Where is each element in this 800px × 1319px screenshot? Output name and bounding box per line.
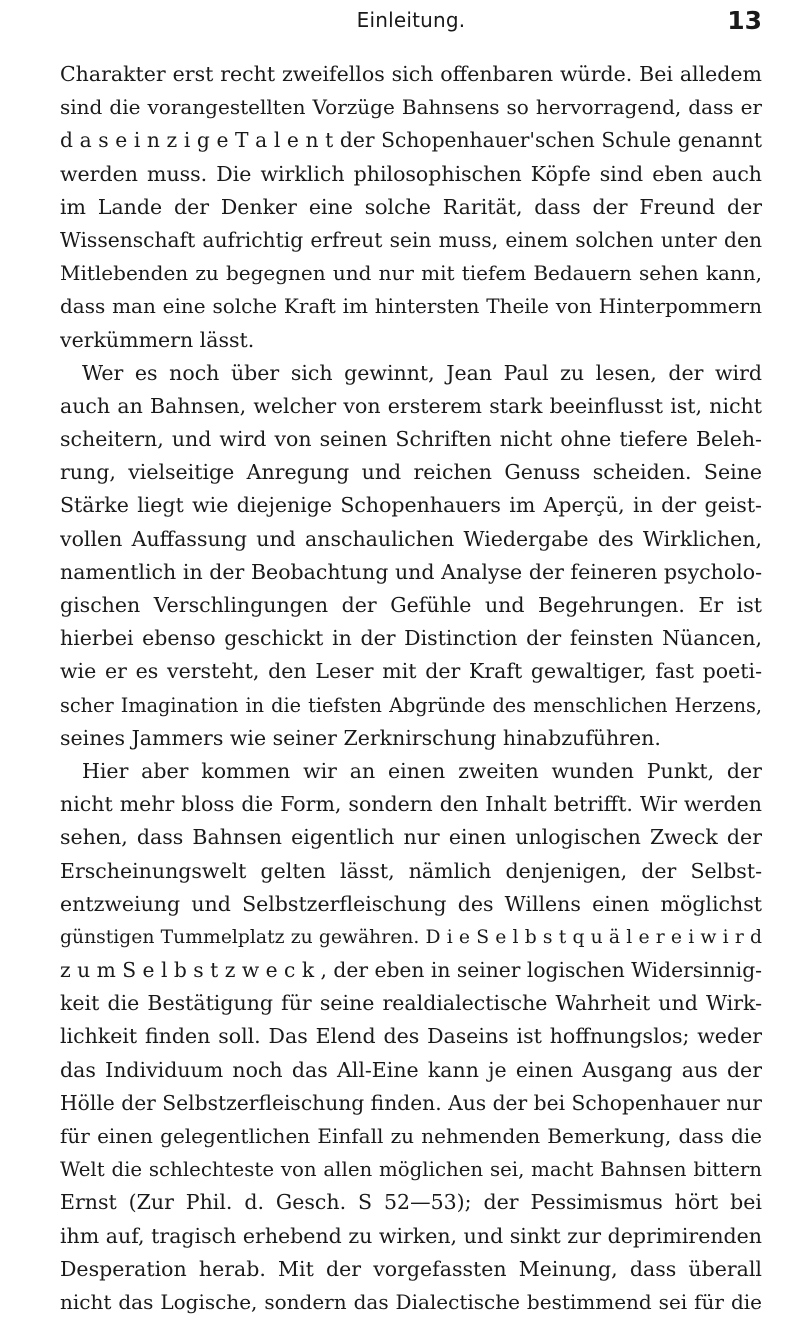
text-line: günstigen Tummelplatz zu gewähren. D i e S e l b s t q u ä l e r e i w i r d bbox=[60, 926, 762, 948]
text-line: nicht das Logische, sondern das Dialectische bestimmend sei für die bbox=[60, 1289, 762, 1314]
text-line: namentlich in der Beobachtung und Analyse der feineren psycholo- bbox=[60, 559, 762, 584]
text-line: Welt die schlechteste von allen möglichen sei, macht Bahnsen bittern bbox=[60, 1158, 762, 1182]
text-line: hierbei ebenso geschickt in der Distinction der feinsten Nüancen, bbox=[60, 626, 762, 651]
text-line: Ernst (Zur Phil. d. Gesch. S 52—53); der Pessimismus hört bei bbox=[60, 1190, 762, 1215]
text-line: vollen Auffassung und anschaulichen Wiedergabe des Wirklichen, bbox=[60, 526, 762, 551]
text-line: seines Jammers wie seiner Zerknirschung hinabzuführen. bbox=[60, 725, 661, 750]
text-line: d a s e i n z i g e T a l e n t der Schopenhauer'schen Schule genannt bbox=[60, 128, 762, 153]
text-line: Stärke liegt wie diejenige Schopenhauers im Aperçü, in der geist- bbox=[60, 493, 762, 518]
text-line: im Lande der Denker eine solche Rarität, dass der Freund der bbox=[60, 194, 762, 219]
text-line: werden muss. Die wirklich philosophischen Köpfe sind eben auch bbox=[60, 161, 762, 186]
text-line: Wer es noch über sich gewinnt, Jean Paul zu lesen, der wird bbox=[82, 360, 762, 385]
text-line: Mitlebenden zu begegnen und nur mit tiefem Bedauern sehen kann, bbox=[60, 261, 762, 286]
text-line: nicht mehr bloss die Form, sondern den Inhalt betrifft. Wir werden bbox=[60, 792, 762, 817]
running-head bbox=[60, 6, 762, 40]
text-line: z u m S e l b s t z w e c k , der eben in seiner logischen Widersinnig- bbox=[60, 958, 762, 983]
text-line: lichkeit finden soll. Das Elend des Daseins ist hoffnungslos; weder bbox=[60, 1024, 762, 1049]
text-line: scheitern, und wird von seinen Schriften nicht ohne tiefere Beleh- bbox=[60, 427, 762, 452]
text-line: auch an Bahnsen, welcher von ersterem stark beeinflusst ist, nicht bbox=[60, 393, 762, 418]
body-text bbox=[60, 58, 762, 1319]
text-line: entzweiung und Selbstzerfleischung des Willens einen möglichst bbox=[60, 891, 762, 916]
text-line: das Individuum noch das All-Eine kann je einen Ausgang aus der bbox=[60, 1057, 762, 1082]
text-line: wie er es versteht, den Leser mit der Kraft gewaltiger, fast poeti- bbox=[60, 659, 762, 684]
text-line: keit die Bestätigung für seine realdialectische Wahrheit und Wirk- bbox=[60, 991, 762, 1016]
text-line: sind die vorangestellten Vorzüge Bahnsens so hervorragend, dass er bbox=[60, 95, 762, 120]
text-line: dass man eine solche Kraft im hintersten Theile von Hinterpommern bbox=[60, 294, 762, 319]
running-title: Einleitung. bbox=[356, 8, 466, 32]
text-line: Charakter erst recht zweifellos sich offenbaren würde. Bei alledem bbox=[60, 62, 762, 86]
text-line: gischen Verschlingungen der Gefühle und Begehrungen. Er ist bbox=[60, 593, 762, 617]
text-line: Hier aber kommen wir an einen zweiten wunden Punkt, der bbox=[82, 758, 762, 783]
text-line: scher Imagination in die tiefsten Abgründe des menschlichen Herzens, bbox=[60, 693, 762, 717]
page-number: 13 bbox=[727, 6, 762, 35]
text-line: Wissenschaft aufrichtig erfreut sein muss, einem solchen unter den bbox=[60, 227, 762, 252]
text-line: Hölle der Selbstzerfleischung finden. Aus der bei Schopenhauer nur bbox=[60, 1090, 762, 1115]
text-line: Desperation herab. Mit der vorgefassten Meinung, dass überall bbox=[60, 1256, 762, 1281]
text-line: für einen gelegentlichen Einfall zu nehmenden Bemerkung, dass die bbox=[60, 1124, 762, 1148]
text-line: verkümmern lässt. bbox=[60, 327, 255, 352]
text-line: Erscheinungswelt gelten lässt, nämlich denjenigen, der Selbst- bbox=[60, 858, 762, 883]
text-line: sehen, dass Bahnsen eigentlich nur einen unlogischen Zweck der bbox=[60, 825, 762, 850]
text-line: rung, vielseitige Anregung und reichen Genuss scheiden. Seine bbox=[60, 460, 762, 485]
text-line: ihm auf, tragisch erhebend zu wirken, und sinkt zur deprimirenden bbox=[60, 1223, 762, 1248]
